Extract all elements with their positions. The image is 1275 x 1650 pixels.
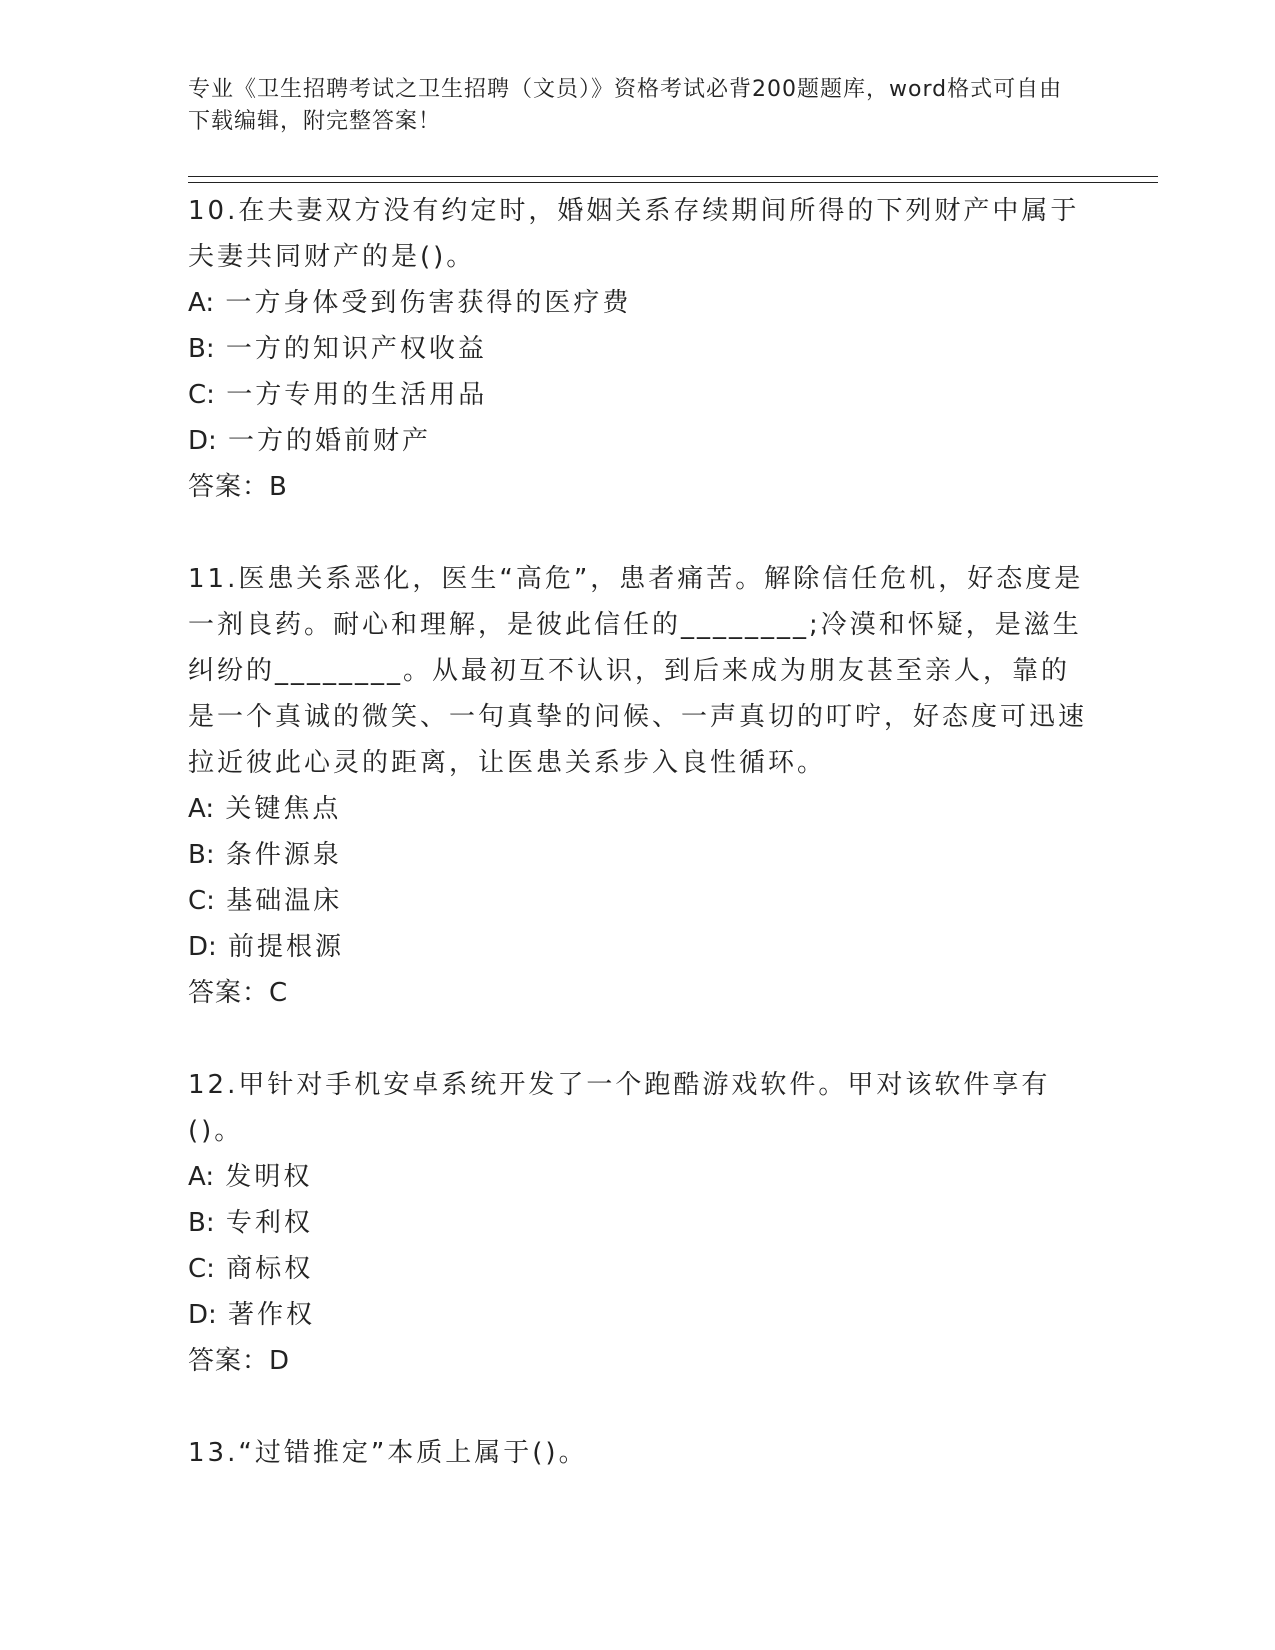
option-letter: B: — [188, 334, 215, 364]
option-text: 专利权 — [225, 1208, 313, 1238]
option-text: 关键焦点 — [225, 794, 342, 824]
option-text: 一方的知识产权收益 — [225, 334, 487, 364]
option-letter: C: — [188, 886, 215, 916]
spacer — [188, 1384, 1088, 1430]
option-b — [188, 326, 1088, 372]
answer-line: 答案：B — [188, 472, 288, 502]
question-list — [188, 188, 1088, 1476]
question-text: 10.在夫妻双方没有约定时，婚姻关系存续期间所得的下列财产中属于夫妻共同财产的是()。 — [188, 196, 1080, 272]
option-letter: A: — [188, 1162, 215, 1192]
option-letter: D: — [188, 426, 217, 456]
option-text: 条件源泉 — [225, 840, 342, 870]
option-letter: D: — [188, 932, 217, 962]
question-text: 11.医患关系恶化，医生“高危”，患者痛苦。解除信任危机，好态度是一剂良药。耐心和理解，是彼此信任的________;冷漠和怀疑，是滋生纠纷的________。从最初互不认识，到后来成为朋友甚至亲人，靠的是一个真诚的微笑、一句真挚的问候、一声真切的叮咛，好态度可迅速拉近彼此心灵的距离，让医患关系步入良性循环。 — [188, 564, 1088, 778]
option-text: 一方的婚前财产 — [228, 426, 432, 456]
option-b — [188, 1200, 1088, 1246]
option-d — [188, 1292, 1088, 1338]
option-a — [188, 280, 1088, 326]
answer-line: 答案：D — [188, 1346, 291, 1376]
option-c — [188, 1246, 1088, 1292]
spacer — [188, 1016, 1088, 1062]
question-12 — [188, 1062, 1088, 1384]
question-11 — [188, 556, 1088, 1016]
option-letter: A: — [188, 794, 215, 824]
option-letter: B: — [188, 840, 215, 870]
spacer — [188, 510, 1088, 556]
answer-line: 答案：C — [188, 978, 289, 1008]
option-text: 发明权 — [225, 1162, 313, 1192]
question-text: 13.“过错推定”本质上属于()。 — [188, 1438, 588, 1468]
question-13 — [188, 1430, 1088, 1476]
question-text: 12.甲针对手机安卓系统开发了一个跑酷游戏软件。甲对该软件享有()。 — [188, 1070, 1051, 1146]
question-10 — [188, 188, 1088, 510]
document-header — [188, 74, 1078, 138]
header-text: 专业《卫生招聘考试之卫生招聘（文员）》资格考试必背200题题库，word格式可自由下载编辑，附完整答案！ — [188, 77, 1063, 134]
option-letter: A: — [188, 288, 215, 318]
option-letter: C: — [188, 1254, 215, 1284]
option-text: 一方身体受到伤害获得的医疗费 — [225, 288, 632, 318]
option-c — [188, 878, 1088, 924]
option-c — [188, 372, 1088, 418]
option-d — [188, 924, 1088, 970]
option-text: 著作权 — [228, 1300, 316, 1330]
option-a — [188, 1154, 1088, 1200]
option-letter: C: — [188, 380, 215, 410]
option-text: 基础温床 — [226, 886, 343, 916]
header-divider-bottom — [188, 182, 1158, 183]
option-a — [188, 786, 1088, 832]
option-text: 前提根源 — [228, 932, 345, 962]
header-divider-top — [188, 176, 1158, 177]
option-text: 商标权 — [226, 1254, 314, 1284]
option-text: 一方专用的生活用品 — [226, 380, 488, 410]
option-letter: D: — [188, 1300, 217, 1330]
option-b — [188, 832, 1088, 878]
option-d — [188, 418, 1088, 464]
option-letter: B: — [188, 1208, 215, 1238]
